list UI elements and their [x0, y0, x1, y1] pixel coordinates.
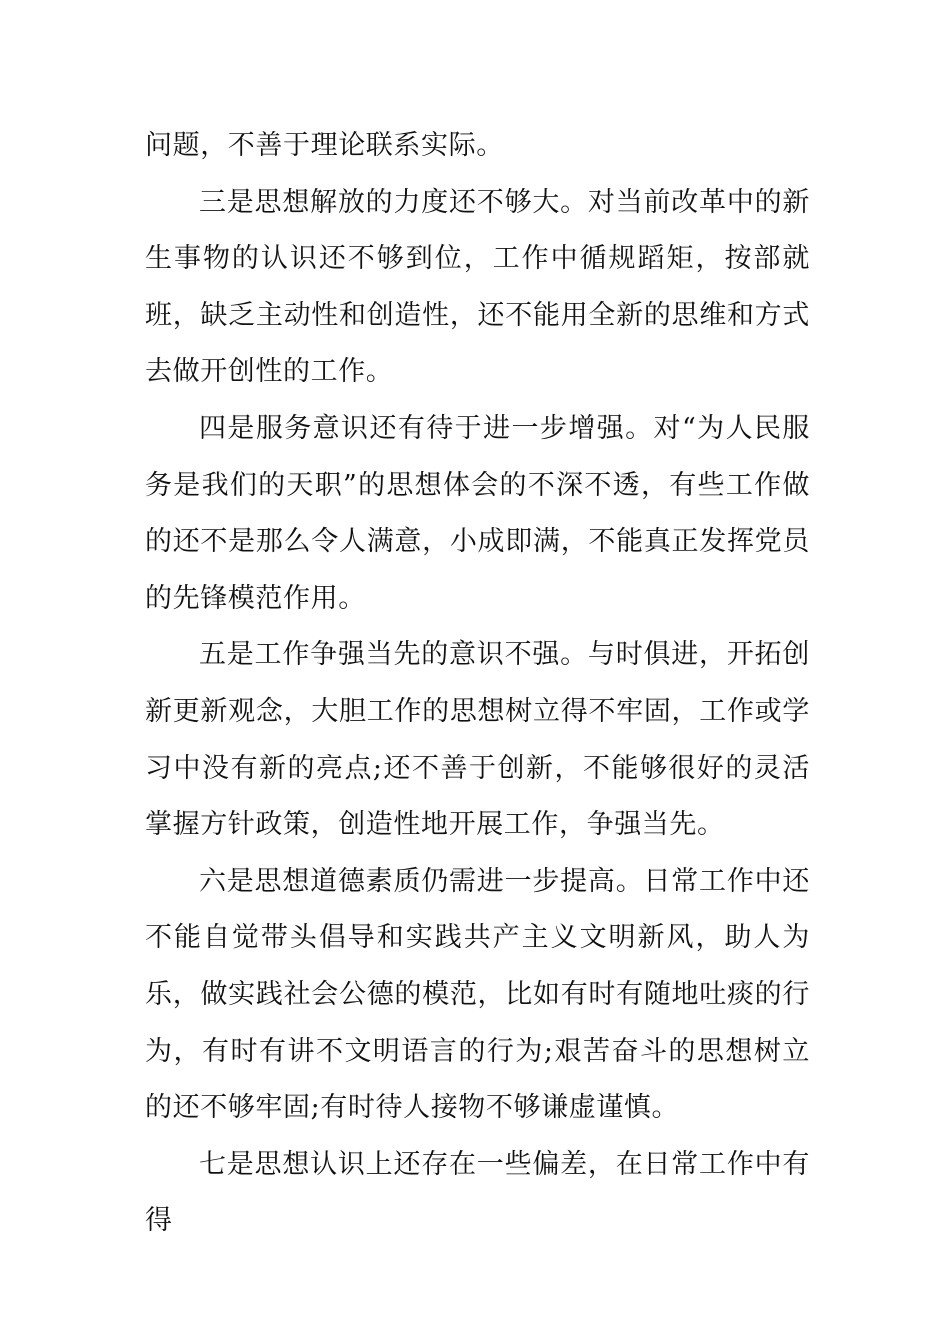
paragraph-item-3: 三是思想解放的力度还不够大。对当前改革中的新生事物的认识还不够到位，工作中循规蹈矩，按部就班，缺乏主动性和创造性，还不能用全新的思维和方式去做开创性的工作。 — [145, 186, 810, 388]
paragraph-continuation: 问题，不善于理论联系实际。 — [145, 130, 504, 161]
paragraph-item-6: 六是思想道德素质仍需进一步提高。日常工作中还不能自觉带头倡导和实践共产主义文明新风，助人为乐，做实践社会公德的模范，比如有时有随地吐痰的行为，有时有讲不文明语言的行为;艰苦奋斗的思想树立的还不够牢固;有时待人接物不够谦虚谨慎。 — [145, 865, 810, 1124]
paragraph-item-4: 四是服务意识还有待于进一步增强。对“为人民服务是我们的天职”的思想体会的不深不透，有些工作做的还不是那么令人满意，小成即满，不能真正发挥党员的先锋模范作用。 — [145, 412, 810, 614]
paragraph-item-7: 七是思想认识上还存在一些偏差，在日常工作中有得 — [145, 1148, 810, 1237]
document-body — [145, 118, 810, 1250]
paragraph-item-5: 五是工作争强当先的意识不强。与时俱进，开拓创新更新观念，大胆工作的思想树立得不牢固，工作或学习中没有新的亮点;还不善于创新，不能够很好的灵活掌握方针政策，创造性地开展工作，争强当先。 — [145, 639, 810, 841]
